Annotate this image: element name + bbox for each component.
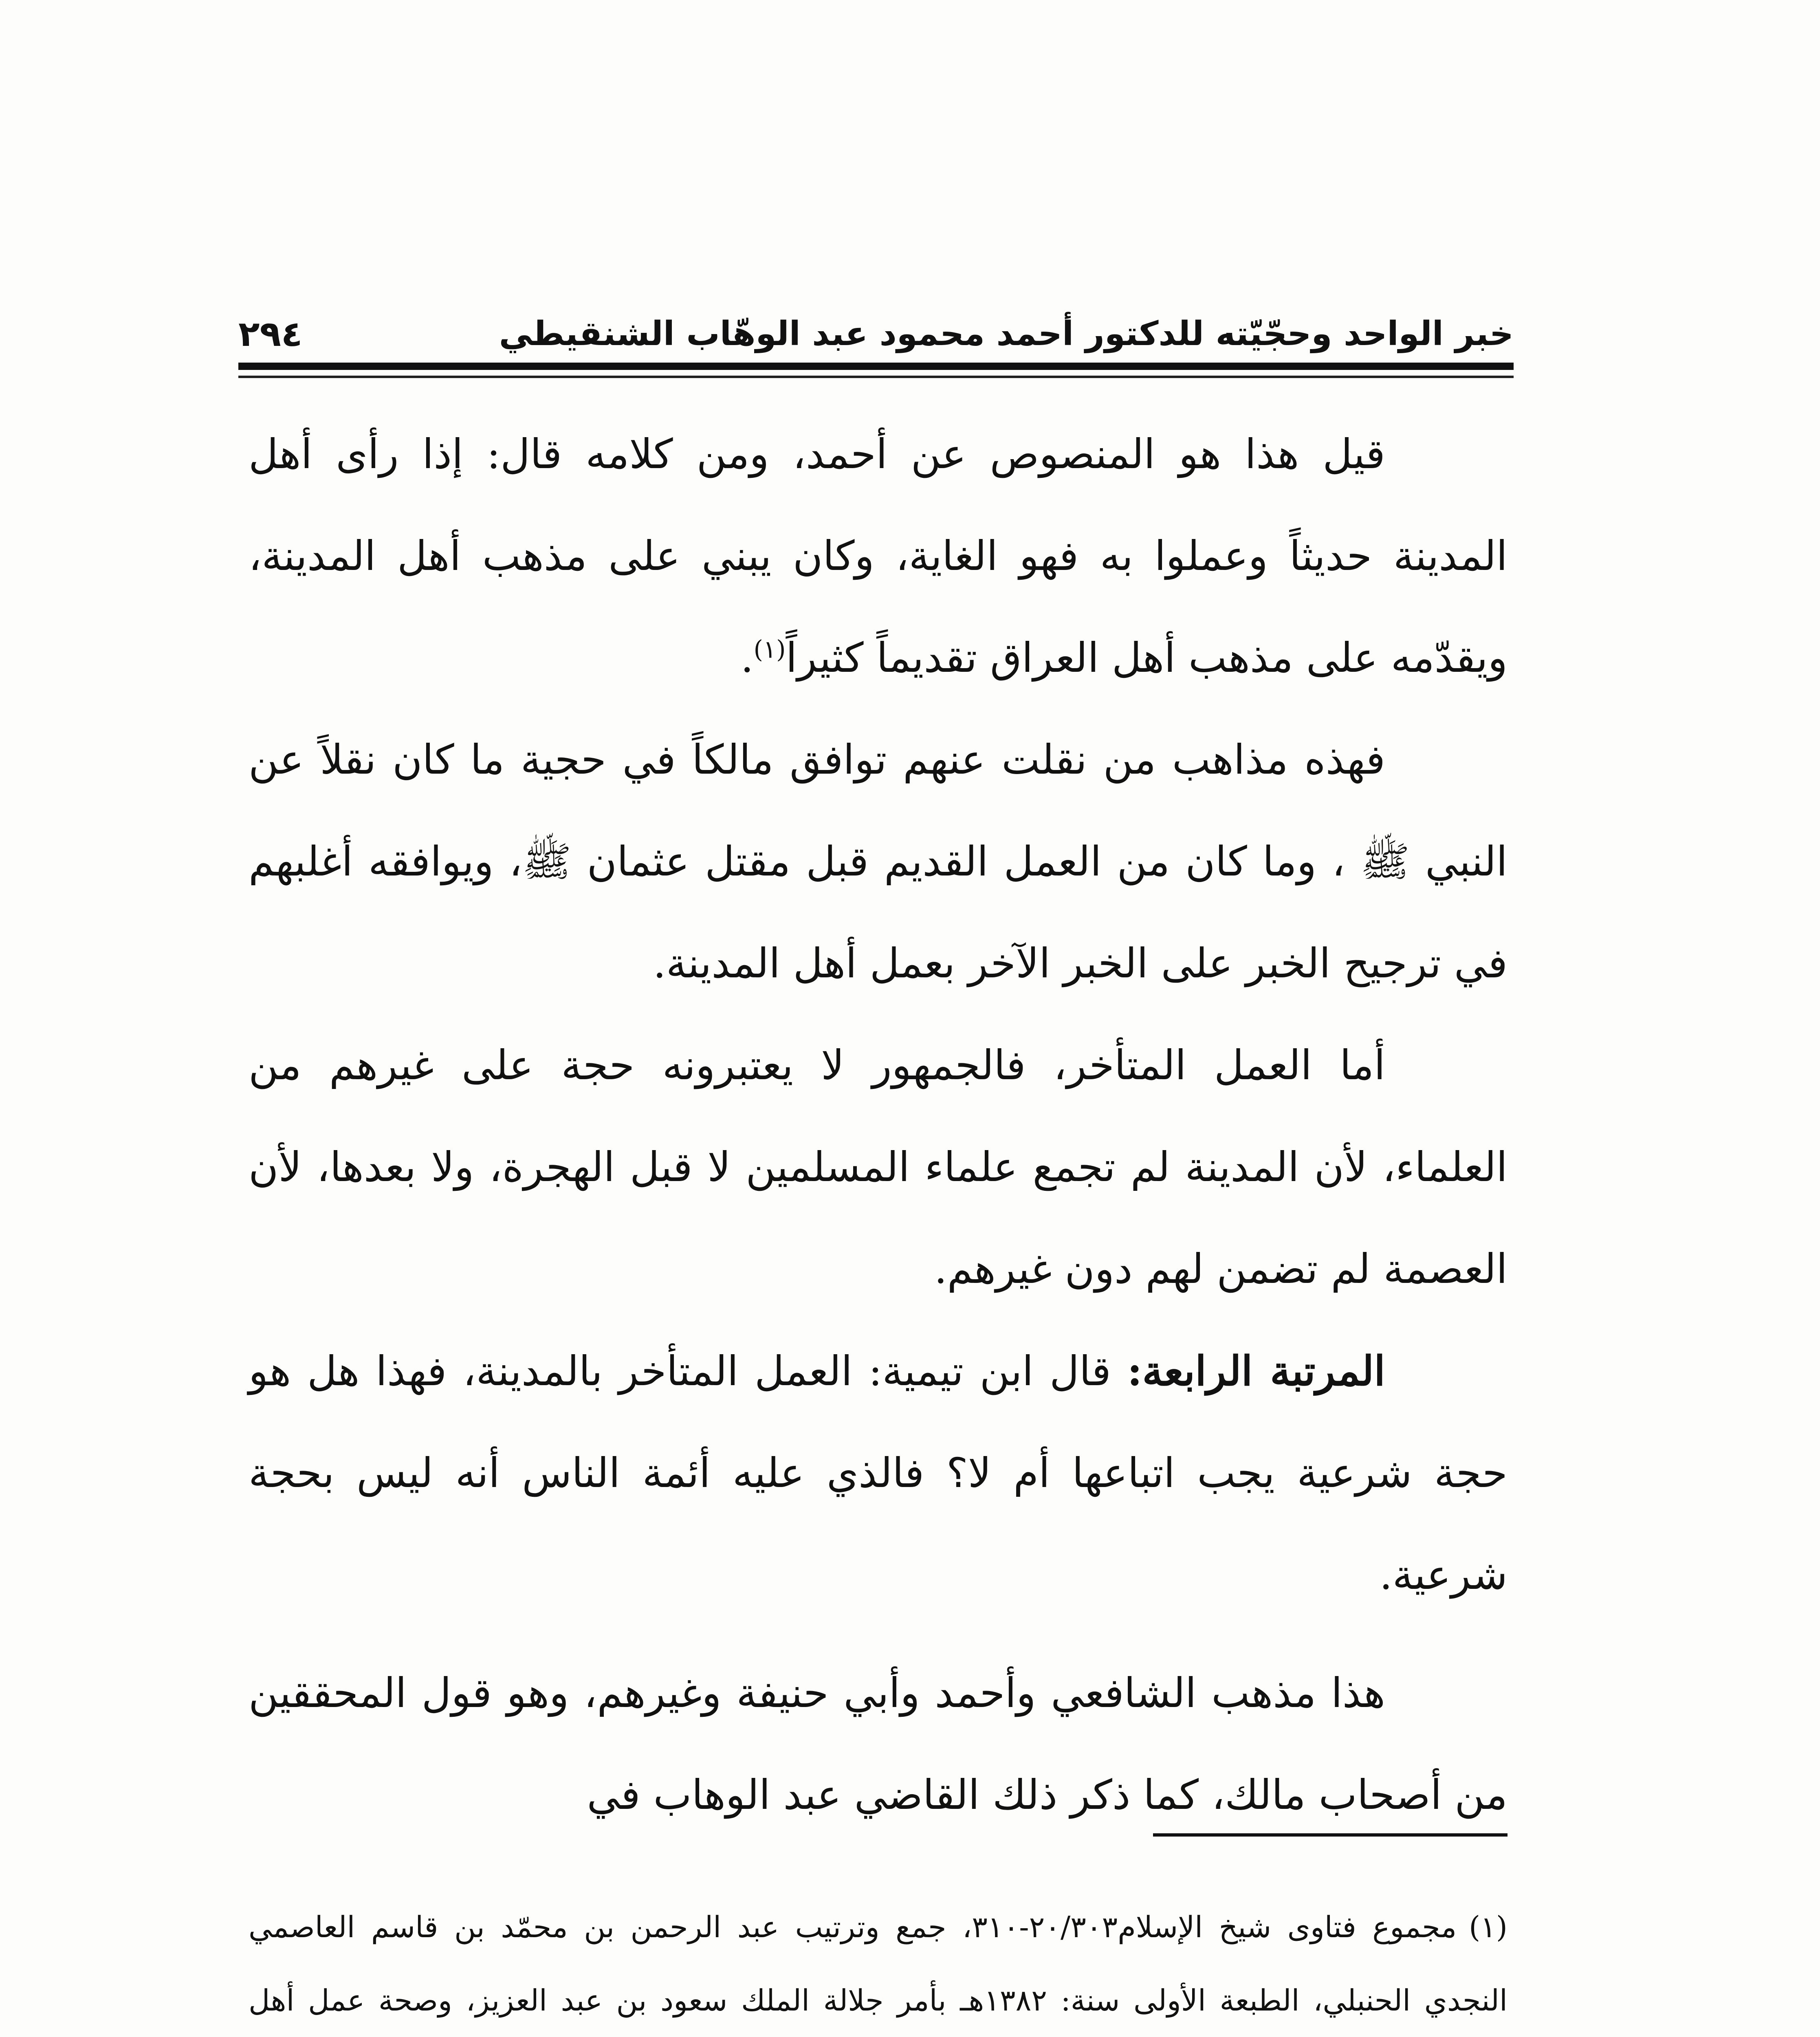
paragraph-3: [249, 1014, 1507, 1320]
paragraph-2-text: فهذه مذاهب من نقلت عنهم توافق مالكاً في حجية ما كان نقلاً عن النبي ﷺ ، وما كان من العمل القديم قبل مقتل عثمان ﷺ، ويوافقه أغلبهم في ترجيح الخبر على الخبر الآخر بعمل أهل المدينة.: [249, 736, 1507, 987]
paragraph-3-text: أما العمل المتأخر، فالجمهور لا يعتبرونه حجة على غيرهم من العلماء، لأن المدينة لم تجمع علماء المسلمين لا قبل الهجرة، ولا بعدها، لأن العصمة لم تضمن لهم دون غيرهم.: [249, 1041, 1507, 1293]
section-label: المرتبة الرابعة:: [1127, 1347, 1385, 1395]
body-text: [249, 403, 1507, 1846]
footnote-number: (١): [1469, 1910, 1508, 1944]
paragraph-5: [249, 1642, 1507, 1846]
running-header: [238, 310, 1514, 359]
header-title: خبر الواحد وحجّيّته للدكتور أحمد محمود عبد الوهّاب الشنقيطي: [499, 315, 1514, 353]
footnote-1: [249, 1890, 1507, 2037]
header-rule-thin: [238, 376, 1514, 378]
footnote-text: مجموع فتاوى شيخ الإسلام٢٠/٣٠٣-٣١٠، جمع وترتيب عبد الرحمن بن محمّد بن قاسم العاصمي النجدي الحنبلي، الطبعة الأولى سنة: ١٣٨٢هـ بأمر جلالة الملك سعود بن عبد العزيز، وصحة عمل أهل: [249, 1910, 1507, 2017]
paragraph-4: [249, 1320, 1507, 1626]
paragraph-4-text: قال ابن تيمية: العمل المتأخر بالمدينة، فهذا هل هو حجة شرعية يجب اتباعها أم لا؟ فالذي عليه أئمة الناس أنه ليس بحجة شرعية.: [249, 1347, 1507, 1599]
paragraph-1: [249, 403, 1507, 709]
footnote-separator: [1153, 1833, 1507, 1837]
paragraph-1-text: قيل هذا هو المنصوص عن أحمد، ومن كلامه قال: إذا رأى أهل المدينة حديثاً وعملوا به فهو الغاية، وكان يبني على مذهب أهل المدينة، ويقدّمه على مذهب أهل العراق تقديماً كثيراً: [249, 430, 1507, 682]
header-rule-thick: [238, 363, 1514, 370]
paragraph-1-tail: .: [740, 634, 754, 682]
page-number: ٢٩٤: [238, 314, 303, 354]
footnotes: [249, 1890, 1507, 2037]
paragraph-2: [249, 709, 1507, 1014]
paragraph-5-text: هذا مذهب الشافعي وأحمد وأبي حنيفة وغيرهم، وهو قول المحققين من أصحاب مالك، كما ذكر ذلك القاضي عبد الوهاب في: [249, 1669, 1507, 1819]
footnote-ref[interactable]: (١): [753, 635, 786, 664]
